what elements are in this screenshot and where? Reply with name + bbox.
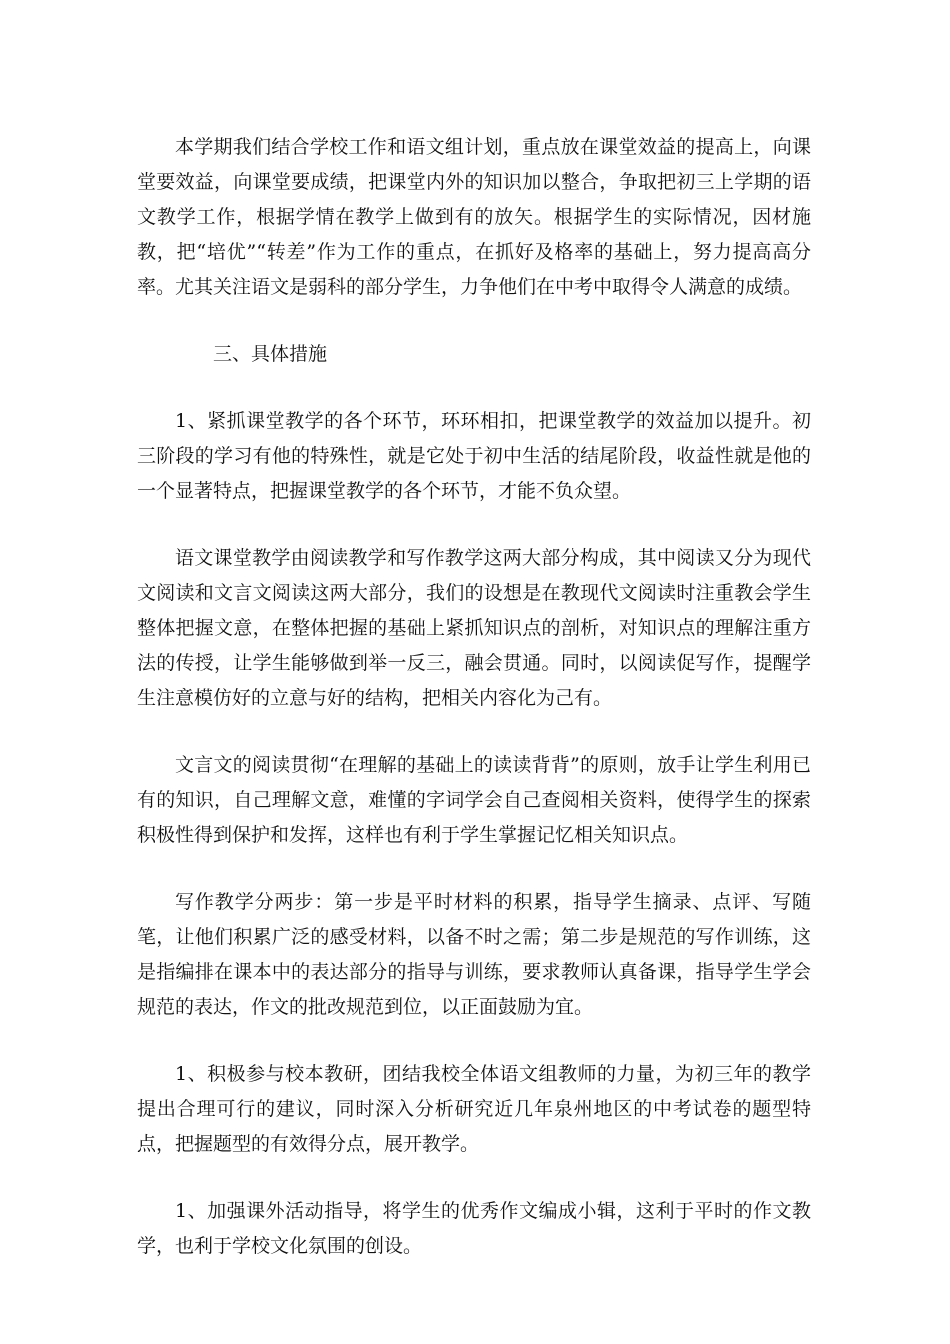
- paragraph-school-research: 1、积极参与校本教研，团结我校全体语文组教师的力量，为初三年的教学提出合理可行的建议，同时深入分析研究近几年泉州地区的中考试卷的题型特点，把握题型的有效得分点，展开教学。: [137, 1063, 811, 1155]
- paragraph-classical-reading: 文言文的阅读贯彻“在理解的基础上的读读背背”的原则，放手让学生利用已有的知识，自己理解文意，难懂的字词学会自己查阅相关资料，使得学生的探索积极性得到保护和发挥，这样也有利于学生掌握记忆相关知识点。: [137, 754, 811, 846]
- paragraph-reading-teaching: 语文课堂教学由阅读教学和写作教学这两大部分构成，其中阅读又分为现代文阅读和文言文阅读这两大部分，我们的设想是在教现代文阅读时注重教会学生整体把握文意，在整体把握的基础上紧抓知识点的剖析，对知识点的理解注重方法的传授，让学生能够做到举一反三，融会贯通。同时，以阅读促写作，提醒学生注意模仿好的立意与好的结构，把相关内容化为己有。: [137, 547, 811, 709]
- paragraph-extracurricular: 1、加强课外活动指导，将学生的优秀作文编成小辑，这利于平时的作文教学，也利于学校文化氛围的创设。: [137, 1200, 811, 1257]
- paragraph-writing-teaching: 写作教学分两步：第一步是平时材料的积累，指导学生摘录、点评、写随笔，让他们积累广泛的感受材料，以备不时之需；第二步是规范的写作训练，这是指编排在课本中的表达部分的指导与训练，要求教师认真备课，指导学生学会规范的表达，作文的批改规范到位，以正面鼓励为宜。: [137, 891, 811, 1018]
- paragraph-measure-classroom: 1、紧抓课堂教学的各个环节，环环相扣，把课堂教学的效益加以提升。初三阶段的学习有他的特殊性，就是它处于初中生活的结尾阶段，收益性就是他的一个显著特点，把握课堂教学的各个环节，才能不负众望。: [137, 410, 811, 502]
- paragraph-intro: 本学期我们结合学校工作和语文组计划，重点放在课堂效益的提高上，向课堂要效益，向课堂要成绩，把课堂内外的知识加以整合，争取把初三上学期的语文教学工作，根据学情在教学上做到有的放矢。根据学生的实际情况，因材施教，把“培优”“转差”作为工作的重点，在抓好及格率的基础上，努力提高高分率。尤其关注语文是弱科的部分学生，力争他们在中考中取得令人满意的成绩。: [137, 136, 811, 298]
- section-heading: 三、具体措施: [213, 343, 328, 365]
- document-body: [137, 130, 811, 1296]
